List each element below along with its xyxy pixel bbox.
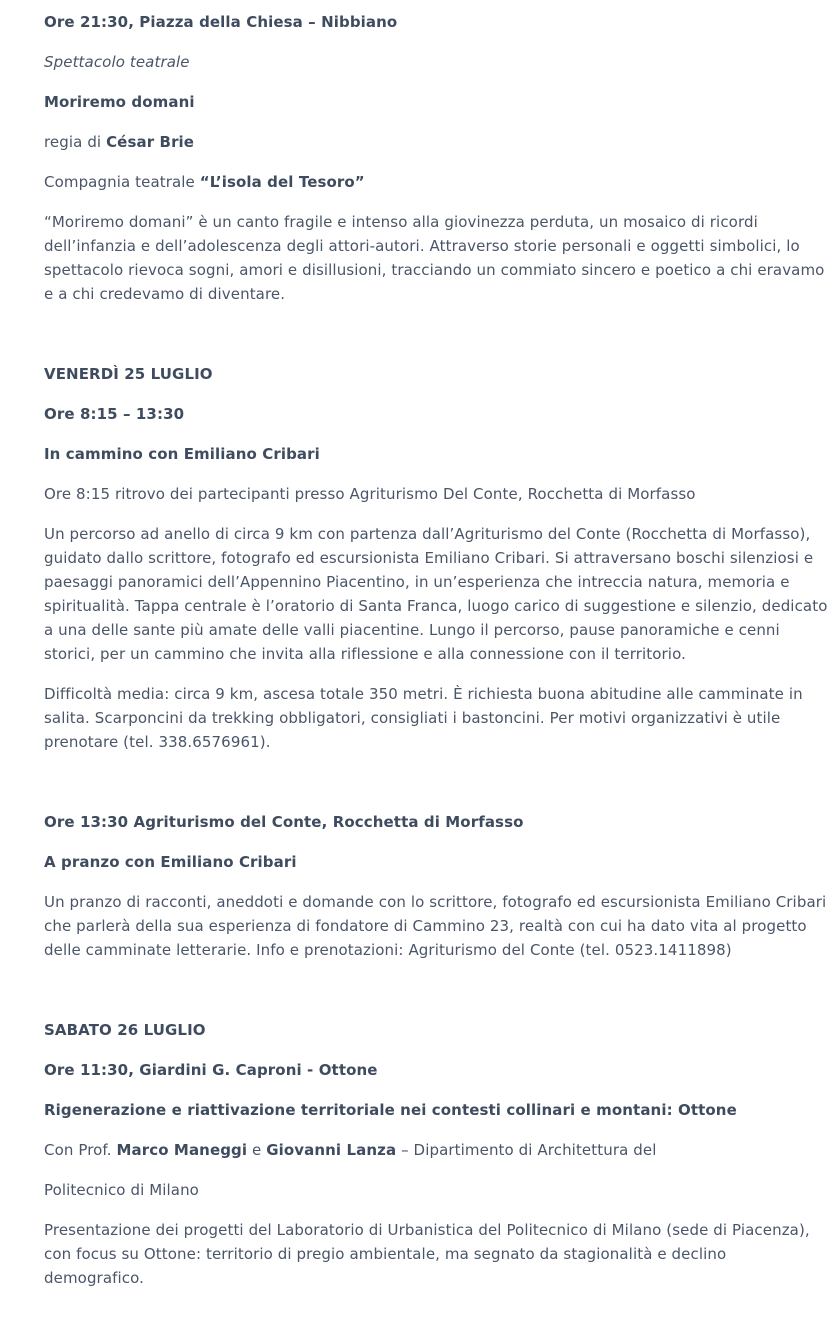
speakers-prefix: Con Prof.	[44, 1141, 117, 1159]
director-name: César Brie	[106, 133, 195, 151]
speakers-suffix: – Dipartimento di Architettura del	[396, 1141, 657, 1159]
event-title: Rigenerazione e riattivazione territoriale nei contesti collinari e montani: Ottone	[44, 1101, 737, 1119]
event-difficulty: Difficoltà media: circa 9 km, ascesa totale 350 metri. È richiesta buona abitudine alle camminate in salita. Scarponcini da trekking obbligatori, consigliati i bastoncini. Per motivi organizzativi è utile prenotare (tel. 338.6576961).	[44, 685, 803, 751]
day-heading: VENERDÌ 25 LUGLIO	[44, 365, 213, 383]
speaker-name: Giovanni Lanza	[266, 1141, 397, 1159]
event-description: “Moriremo domani” è un canto fragile e intenso alla giovinezza perduta, un mosaico di ricordi dell’infanzia e dell’adolescenza degli attori-autori. Attraverso storie personali e oggetti simbolici, lo spettacolo rievoca sogni, amori e disillusioni, tracciando un commiato sincero e poetico a chi eravamo e a chi credevamo di diventare.	[44, 213, 825, 303]
event-description: Presentazione dei progetti del Laboratorio di Urbanistica del Politecnico di Milano (sede di Piacenza), con focus su Ottone: territorio di pregio ambientale, ma segnato da stagionalità e declino demografico.	[44, 1221, 810, 1287]
event-institution: Politecnico di Milano	[44, 1181, 199, 1199]
event-title: In cammino con Emiliano Cribari	[44, 445, 320, 463]
event-title: A pranzo con Emiliano Cribari	[44, 853, 297, 871]
event-meeting: Ore 8:15 ritrovo dei partecipanti presso Agriturismo Del Conte, Rocchetta di Morfasso	[44, 485, 696, 503]
event-time: Ore 8:15 – 13:30	[44, 405, 185, 423]
event-time-place: Ore 13:30 Agriturismo del Conte, Rocchetta di Morfasso	[44, 813, 524, 831]
event-speakers	[44, 1138, 830, 1162]
event-time-place: Ore 11:30, Giardini G. Caproni - Ottone	[44, 1061, 378, 1079]
event-title: Moriremo domani	[44, 93, 195, 111]
event-description: Un pranzo di racconti, aneddoti e domande con lo scrittore, fotografo ed escursionista Emiliano Cribari che parlerà della sua esperienza di fondatore di Cammino 23, realtà con cui ha dato vita al progetto delle camminate letterarie. Info e prenotazioni: Agriturismo del Conte (tel. 0523.1411898)	[44, 893, 827, 959]
company-prefix: Compagnia teatrale	[44, 173, 200, 191]
day-heading: SABATO 26 LUGLIO	[44, 1021, 206, 1039]
speakers-conjunction: e	[247, 1141, 267, 1159]
event-time-place: Ore 21:30, Piazza della Chiesa – Nibbiano	[44, 13, 398, 31]
article-content	[44, 10, 830, 1306]
event-category: Spettacolo teatrale	[44, 53, 190, 71]
company-name: “L’isola del Tesoro”	[199, 173, 365, 191]
director-prefix: regia di	[44, 133, 107, 151]
speaker-name: Marco Maneggi	[116, 1141, 248, 1159]
event-company	[44, 170, 830, 194]
event-description: Un percorso ad anello di circa 9 km con partenza dall’Agriturismo del Conte (Rocchetta di Morfasso), guidato dallo scrittore, fotografo ed escursionista Emiliano Cribari. Si attraversano boschi silenziosi e paesaggi panoramici dell’Appennino Piacentino, in un’esperienza che intreccia natura, memoria e spiritualità. Tappa centrale è l’oratorio di Santa Franca, luogo carico di suggestione e silenzio, dedicato a una delle sante più amate delle valli piacentine. Lungo il percorso, pause panoramiche e cenni storici, per un cammino che invita alla riflessione e alla connessione con il territorio.	[44, 525, 828, 663]
event-director	[44, 130, 830, 154]
